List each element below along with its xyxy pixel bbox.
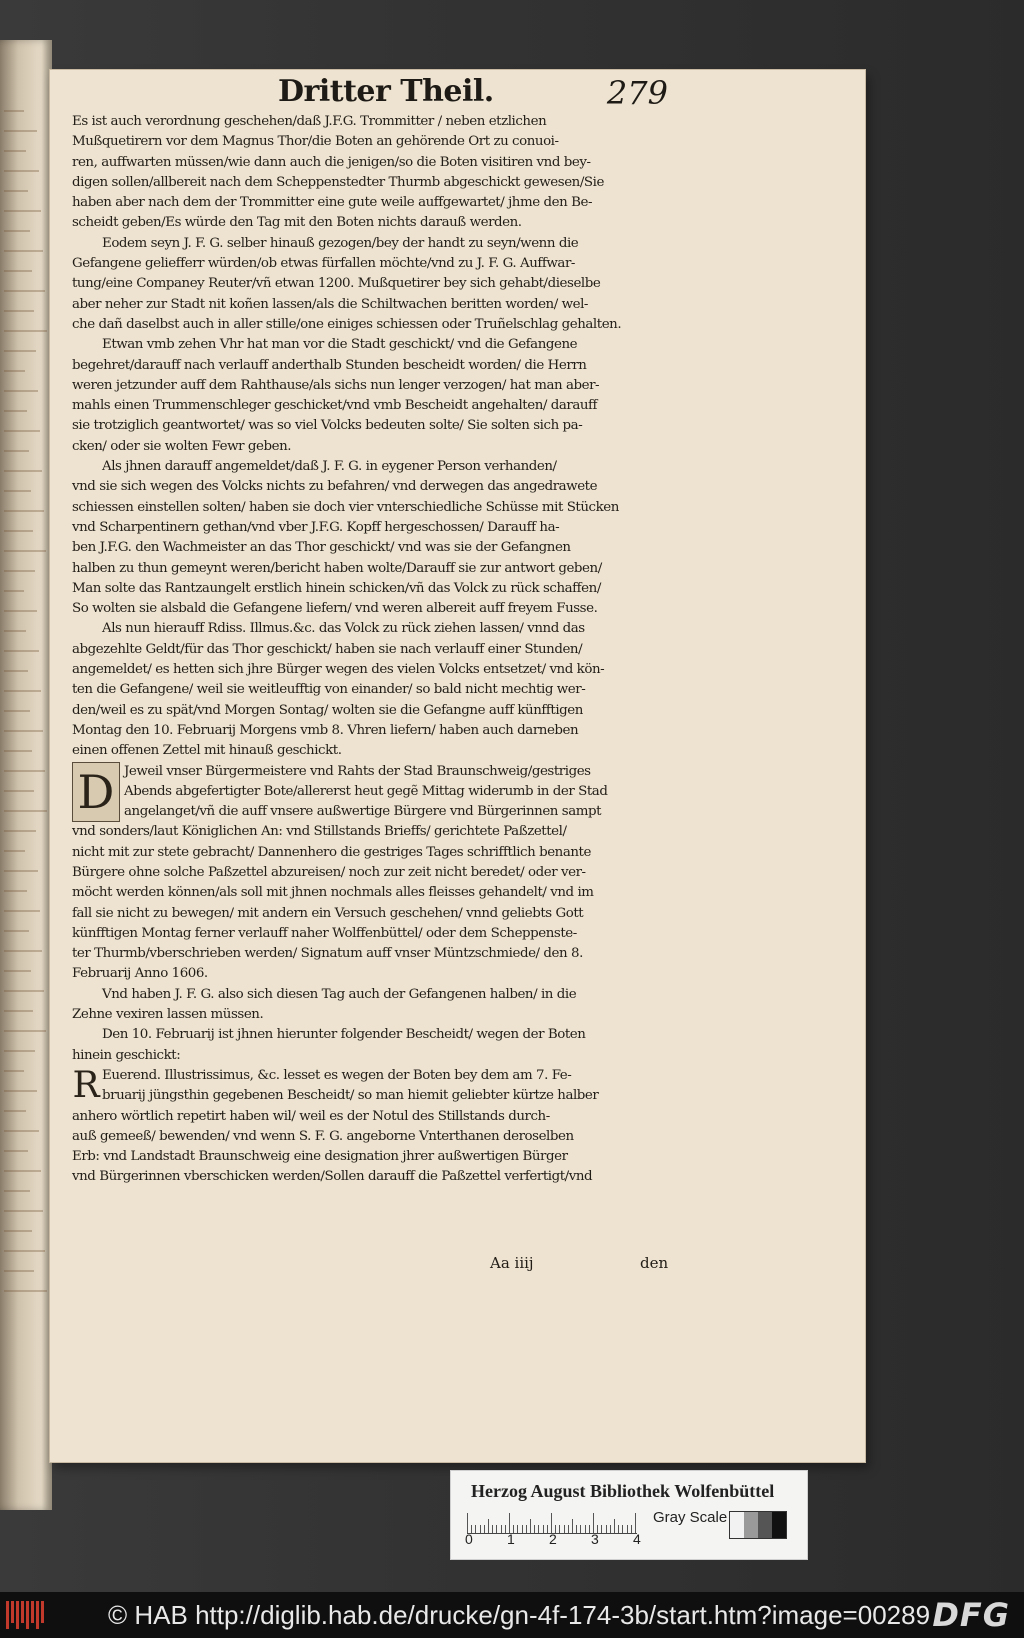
page-number: 279 (606, 74, 668, 112)
ruler-tick (484, 1525, 485, 1533)
text-line: tung/eine Companey Reuter/vñ etwan 1200. Mußquetirer bey sich gehabt/dieselbe (72, 276, 601, 292)
bleed-through-line (4, 210, 41, 212)
catchword: den (640, 1254, 669, 1272)
barcode-bar (26, 1601, 29, 1629)
bleed-through-line (4, 670, 28, 672)
barcode-bar (41, 1601, 44, 1623)
bleed-through-line (4, 630, 26, 632)
hab-barcode-icon (6, 1601, 46, 1629)
bleed-through-line (4, 410, 27, 412)
text-line: che dañ daselbst auch in aller stille/one einiges schiessen oder Truñelschlag gehalten. (72, 316, 622, 332)
page-header (228, 74, 668, 114)
ruler-tick (631, 1525, 632, 1533)
bleed-through-line (4, 590, 24, 592)
text-line: Den 10. Februarij ist jhnen hierunter folgender Bescheidt/ wegen der Boten (102, 1027, 586, 1043)
bleed-through-line (4, 190, 28, 192)
text-line: aber neher zur Stadt nit koñen lassen/als die Schiltwachen beritten worden/ wel- (72, 296, 588, 312)
text-line: Als nun hierauff Rdiss. Illmus.&c. das Volck zu rück ziehen lassen/ vnnd das (102, 621, 585, 637)
bleed-through-line (4, 750, 32, 752)
bleed-through-line (4, 1150, 28, 1152)
text-line: vnd Scharpentinern gethan/vnd vber J.F.G. Kopff hergeschossen/ Darauff ha- (72, 519, 560, 535)
text-line: Erb: vnd Landstadt Braunschweig eine designation jhrer außwertigen Bürger (72, 1149, 568, 1165)
bleed-through-line (4, 1190, 30, 1192)
gray-scale-label: Gray Scale (653, 1509, 728, 1526)
bleed-through-line (4, 570, 35, 572)
text-line: Bürgere ohne solche Paßzettel abzureisen/ noch zur zeit nicht beredet/ oder ver- (72, 864, 586, 880)
ruler-tick (618, 1525, 619, 1533)
text-line: digen sollen/allbereit nach dem Scheppenstedter Thurmb abgeschickt gewesen/Sie (72, 174, 604, 190)
bleed-through-line (4, 1210, 43, 1212)
text-line: abgezehlte Geldt/für das Thor geschickt/ haben sie nach verlauff einer Stunden/ (72, 641, 583, 657)
bleed-through-line (4, 810, 47, 812)
ruler-tick (501, 1525, 502, 1533)
barcode-bar (21, 1601, 24, 1623)
ruler-number: 4 (633, 1531, 641, 1547)
ruler-tick (593, 1513, 594, 1533)
text-line: ter Thurmb/vberschrieben werden/ Signatum auff vnser Müntzschmiede/ den 8. (72, 946, 583, 962)
ruler-tick (543, 1525, 544, 1533)
bleed-through-line (4, 850, 25, 852)
text-line: hinein geschickt: (72, 1047, 181, 1063)
bleed-through-line (4, 470, 42, 472)
ruler-tick (530, 1519, 531, 1533)
text-line: Es ist auch verordnung geschehen/daß J.F.G. Trommitter / neben etzlichen (72, 114, 547, 129)
bleed-through-line (4, 450, 29, 452)
dfg-logo: DFG (932, 1596, 1010, 1634)
bleed-through-line (4, 950, 42, 952)
bleed-through-line (4, 170, 39, 172)
ruler-tick (601, 1525, 602, 1533)
bleed-through-line (4, 230, 30, 232)
bleed-through-line (4, 350, 36, 352)
ruler-tick (526, 1525, 527, 1533)
bleed-through-line (4, 1130, 39, 1132)
bleed-through-line (4, 650, 39, 652)
ruler-tick (509, 1513, 510, 1533)
text-line: Vnd haben J. F. G. also sich diesen Tag auch der Gefangenen halben/ in die (102, 986, 577, 1002)
bleed-through-line (4, 490, 31, 492)
bleed-through-line (4, 870, 38, 872)
bleed-through-line (4, 250, 43, 252)
ruler-tick (517, 1525, 518, 1533)
ruler-tick (559, 1525, 560, 1533)
text-line: Man solte das Rantzaungelt erstlich hinein schicken/vñ das Volck zu rück schaffen/ (72, 580, 601, 596)
color-target (450, 1470, 808, 1560)
ruler-tick (551, 1513, 552, 1533)
ruler-tick (505, 1525, 506, 1533)
ruler-tick (538, 1525, 539, 1533)
text-line: weren jetzunder auff dem Rahthause/als sichs nun lenger verzogen/ hat man aber- (72, 377, 600, 393)
bleed-through-line (4, 270, 32, 272)
text-line: ben J.F.G. den Wachmeister an das Thor geschickt/ vnd was sie der Gefangnen (72, 540, 571, 556)
gray-swatch (744, 1512, 758, 1538)
decorated-initial: R (72, 1065, 100, 1107)
text-line: Zehne vexiren lassen müssen. (72, 1007, 264, 1023)
bleed-through-line (4, 730, 43, 732)
ruler-tick (467, 1513, 468, 1533)
bleed-through-line (4, 1090, 37, 1092)
bleed-through-line (4, 390, 38, 392)
bleed-through-line (4, 790, 34, 792)
bleed-through-line (4, 530, 33, 532)
bleed-through-line (4, 770, 45, 772)
copyright-url[interactable]: © HAB http://diglib.hab.de/drucke/gn-4f-174-3b/start.htm?image=00289 (108, 1600, 931, 1630)
bleed-through-line (4, 1270, 34, 1272)
ruler-tick (614, 1519, 615, 1533)
text-line: begehret/darauff nach verlauff anderthalb Stunden bescheidt worden/ die Herrn (72, 357, 587, 373)
text-line: sie trotziglich geantwortet/ was so viel Volcks bedeuten solte/ Sie solten sich pa- (72, 418, 583, 434)
ruler-tick (635, 1513, 636, 1533)
bleed-through-line (4, 1050, 35, 1052)
ruler-tick (564, 1525, 565, 1533)
ruler-tick (585, 1525, 586, 1533)
text-line: einen offenen Zettel mit hinauß geschickt. (72, 743, 342, 759)
text-line: nicht mit zur stete gebracht/ Dannenhero die gestriges Tages schrifftlich benante (72, 844, 591, 860)
text-line: schiessen einstellen solten/ haben sie doch vier vnterschiedliche Schüsse mit Stücken (72, 499, 619, 515)
text-line: den/weil es zu spät/vnd Morgen Sontag/ wolten sie die Gefangne auff künfftigen (72, 702, 583, 718)
ruler-tick (622, 1525, 623, 1533)
bleed-through-line (4, 1070, 24, 1072)
barcode-bar (36, 1601, 39, 1629)
text-line: künfftigen Montag ferner verlauff naher Wolffenbüttel/ oder dem Scheppenste- (72, 925, 577, 941)
text-line: Jeweil vnser Bürgermeistere vnd Rahts der Stad Braunschweig/gestriges (124, 763, 591, 779)
bleed-through-line (4, 150, 26, 152)
text-line: So wolten sie alsbald die Gefangene liefern/ vnd weren albereit auff freyem Fusse. (72, 601, 598, 617)
barcode-bar (11, 1601, 14, 1623)
bleed-through-line (4, 510, 44, 512)
text-line: haben aber nach dem der Trommitter eine gute weile auffgewartet/ jhme den Be- (72, 195, 593, 211)
gray-scale-swatch (729, 1511, 787, 1539)
bleed-through-line (4, 910, 40, 912)
running-title: Dritter Theil. (278, 74, 494, 109)
text-line: möcht werden können/als soll mit jhnen nochmals alles fleisses gehandelt/ vnd im (72, 885, 594, 901)
ruler-tick (492, 1525, 493, 1533)
bleed-through-line (4, 1030, 46, 1032)
ruler-tick (610, 1525, 611, 1533)
bleed-through-line (4, 710, 30, 712)
ruler-number: 1 (507, 1531, 515, 1547)
ruler-tick (589, 1525, 590, 1533)
text-line: halben zu thun gemeynt weren/bericht haben wolte/Darauff sie zur antwort geben/ (72, 560, 602, 576)
text-line: anhero wörtlich repetirt haben wil/ weil es der Notul des Stillstands durch- (72, 1108, 550, 1124)
text-line: Als jhnen darauff angemeldet/daß J. F. G. in eygener Person verhanden/ (102, 459, 557, 475)
bleed-through-line (4, 310, 34, 312)
ruler-number: 3 (591, 1531, 599, 1547)
text-line: ren, auffwarten müssen/wie dann auch die jenigen/so die Boten visitiren vnd bey- (72, 154, 591, 170)
bleed-through-line (4, 1230, 32, 1232)
bleed-through-line (4, 1290, 47, 1292)
text-line: angemeldet/ es hetten sich jhre Bürger wegen des vielen Volcks entsetzet/ vnd kön- (72, 662, 605, 678)
ruler-tick (480, 1525, 481, 1533)
text-line: Mußquetirern vor dem Magnus Thor/die Boten an gehörende Ort zu conuoi- (72, 134, 559, 150)
bleed-through-line (4, 370, 25, 372)
bleed-through-line (4, 890, 27, 892)
decorated-initial: D (72, 762, 120, 822)
ruler-tick (496, 1525, 497, 1533)
barcode-bar (6, 1601, 9, 1629)
ruler-tick (488, 1519, 489, 1533)
text-line: vnd sie sich wegen des Volcks nichts zu befahren/ vnd derwegen das angedrawete (72, 479, 598, 495)
text-line: Abends abgefertigter Bote/allererst heut gegẽ Mittag widerumb in der Stad (124, 783, 608, 799)
text-line: bruarij jüngsthin gegebenen Bescheidt/ so man hiemit geliebter kürtze halber (102, 1088, 599, 1104)
text-line: Gefangene geliefferr würden/ob etwas fürfallen möchte/vnd zu J. F. G. Auffwar- (72, 256, 575, 272)
barcode-bar (31, 1601, 34, 1623)
gray-swatch (758, 1512, 772, 1538)
text-line: Montag den 10. Februarij Morgens vmb 8. Vhren liefern/ haben auch darneben (72, 722, 579, 738)
bleed-through-line (4, 430, 40, 432)
text-line: scheidt geben/Es würde den Tag mit den Boten nichts darauß werden. (72, 215, 522, 231)
bleed-through-line (4, 1250, 45, 1252)
text-line: vnd Bürgerinnen vberschicken werden/Sollen darauff die Paßzettel verfertigt/vnd (72, 1169, 593, 1185)
bleed-through-line (4, 990, 44, 992)
text-line: Etwan vmb zehen Vhr hat man vor die Stadt geschickt/ vnd die Gefangene (102, 337, 578, 353)
text-line: vnd sonders/laut Königlichen An: vnd Stillstands Brieffs/ gerichtete Paßzettel/ (72, 824, 567, 840)
ruler-tick (547, 1525, 548, 1533)
bleed-through-line (4, 330, 47, 332)
page-body (72, 112, 670, 1188)
bleed-through-line (4, 930, 29, 932)
ruler-tick (580, 1525, 581, 1533)
bleed-through-line (4, 130, 37, 132)
ruler-tick (475, 1525, 476, 1533)
text-line: cken/ oder sie wolten Fewr geben. (72, 438, 292, 454)
text-line: auß gemeeß/ bewenden/ vnd wenn S. F. G. angeborne Vnterthanen deroselben (72, 1128, 574, 1144)
bleed-through-line (4, 830, 36, 832)
bleed-through-line (4, 610, 37, 612)
bleed-through-line (4, 690, 41, 692)
ruler-tick (576, 1525, 577, 1533)
text-line: Eodem seyn J. F. G. selber hinauß gezogen/bey der handt zu seyn/wenn die (102, 235, 579, 251)
ruler-tick (572, 1519, 573, 1533)
ruler-number: 2 (549, 1531, 557, 1547)
ruler-number: 0 (465, 1531, 473, 1547)
ruler-tick (534, 1525, 535, 1533)
text-line: mahls einen Trummenschleger geschicket/vnd vmb Bescheidt angehalten/ darauff (72, 398, 598, 414)
text-line: Februarij Anno 1606. (72, 966, 208, 982)
ruler-tick (568, 1525, 569, 1533)
library-name: Herzog August Bibliothek Wolfenbüttel (471, 1481, 775, 1501)
barcode-bar (16, 1601, 19, 1629)
bleed-through-line (4, 290, 45, 292)
bleed-through-line (4, 970, 31, 972)
ruler-tick (606, 1525, 607, 1533)
bleed-through-line (4, 550, 46, 552)
ruler-tick (627, 1525, 628, 1533)
text-line: Euerend. Illustrissimus, &c. lesset es wegen der Boten bey dem am 7. Fe- (102, 1067, 572, 1083)
text-line: angelanget/vñ die auff vnsere außwertige Bürgere vnd Bürgerinnen sampt (124, 804, 602, 820)
footer-bar (0, 1592, 1024, 1638)
bleed-through-line (4, 1170, 41, 1172)
text-line: ten die Gefangene/ weil sie weitleufftig von einander/ so bald nicht mechtig wer- (72, 682, 586, 698)
signature-mark: Aa iiij (490, 1254, 534, 1272)
left-page-edge (0, 40, 52, 1510)
bleed-through-line (4, 110, 24, 112)
bleed-through-line (4, 1110, 26, 1112)
gray-swatch (772, 1512, 786, 1538)
ruler-tick (522, 1525, 523, 1533)
bleed-through-line (4, 1010, 33, 1012)
text-line: fall sie nicht zu bewegen/ mit andern ein Versuch geschehen/ vnnd geliebts Gott (72, 905, 584, 921)
gray-swatch (730, 1512, 744, 1538)
